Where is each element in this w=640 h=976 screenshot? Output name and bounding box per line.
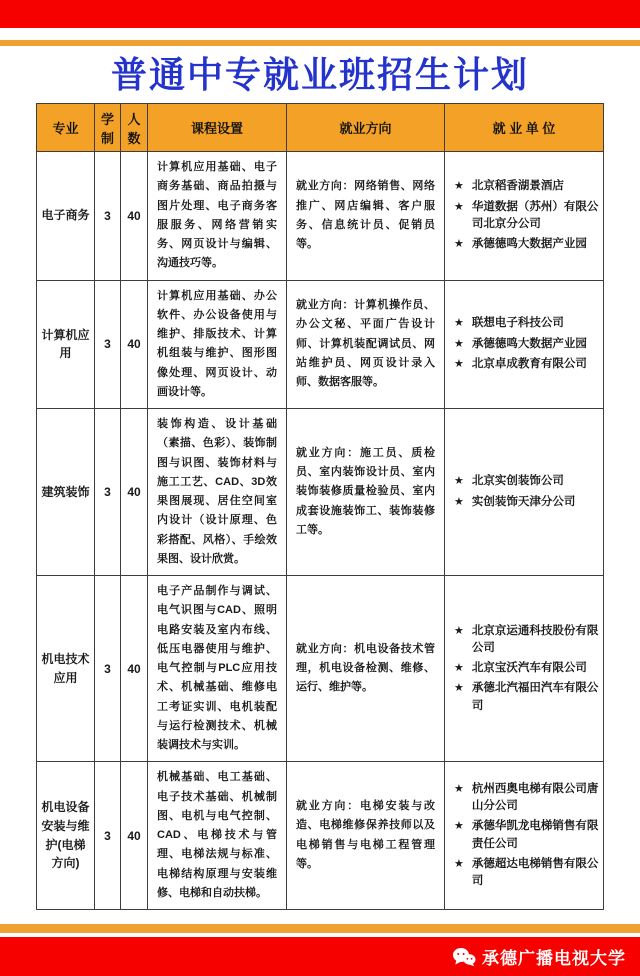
major-cell: 机电技术应用 (37, 576, 95, 762)
employer-item (454, 315, 599, 332)
star-icon: ★ (454, 200, 464, 213)
employer-item (454, 660, 599, 677)
col-header-employers: 就 业 单 位 (445, 104, 604, 152)
table-header-row (37, 104, 604, 152)
table-row (37, 152, 604, 281)
footer-brand-text: 承德广播电视大学 (482, 949, 626, 968)
star-icon: ★ (454, 475, 464, 488)
employer-name: 华道数据（苏州）有限公司北京分公司 (471, 200, 599, 230)
courses-cell: 计算机应用基础、电子商务基础、商品拍摄与图片处理、电子商务客服服务、网络营销实务、网页设计与编辑、沟通技巧等。 (148, 152, 287, 281)
star-icon: ★ (454, 782, 464, 795)
star-icon: ★ (454, 238, 464, 250)
duration-cell: 3 (95, 762, 121, 910)
employer-name: 承德德鸣大数据产业园 (471, 238, 587, 250)
footer-red-bar (0, 937, 640, 976)
direction-cell: 就业方向：电梯安装与改造、电梯维修保养技师以及电梯销售与电梯工程管理等。 (287, 762, 445, 910)
employer-item (454, 781, 599, 816)
table-row (37, 576, 604, 762)
employer-item (454, 818, 599, 853)
employer-name: 实创装饰天津分公司 (471, 495, 576, 508)
col-header-count: 人数 (121, 104, 148, 152)
courses-cell: 机械基础、电工基础、电子技术基础、机械制图、电机与电气控制、CAD、电梯技术与管理、电梯法规与标准、电梯结构原理与安装维修、电梯和自动扶梯。 (148, 762, 287, 910)
employers-cell (445, 152, 604, 281)
employer-name: 承德超达电梯销售有限公司 (471, 857, 599, 888)
count-cell: 40 (121, 576, 148, 762)
employers-cell (445, 576, 604, 762)
employer-item (454, 680, 599, 715)
count-cell: 40 (121, 762, 148, 910)
duration-cell: 3 (95, 409, 121, 576)
star-icon: ★ (454, 682, 464, 695)
count-cell: 40 (121, 280, 148, 409)
count-cell: 40 (121, 409, 148, 576)
col-header-direction: 就业方向 (287, 104, 445, 152)
table-row (37, 280, 604, 409)
star-icon: ★ (454, 624, 464, 637)
employer-name: 北京宝沃汽车有限公司 (471, 662, 587, 674)
employer-item (454, 494, 599, 511)
direction-cell: 就业方向：机电设备技术管理，机电设备检测、维修、运行、维护等。 (287, 576, 445, 762)
enrollment-plan-table (36, 103, 604, 910)
col-header-duration: 学制 (95, 104, 121, 152)
employer-item (454, 178, 599, 195)
employer-name: 承德北汽福田汽车有限公司 (471, 682, 599, 712)
employer-name: 杭州西奥电梯有限公司唐山分公司 (471, 782, 599, 813)
star-icon: ★ (454, 357, 464, 370)
top-red-bar (0, 0, 640, 28)
direction-cell: 就业方向：施工员、质检员、室内装饰设计员、室内装饰装修质量检验员、室内成套设施装饰工、装饰装修工等。 (287, 409, 445, 576)
star-icon: ★ (454, 662, 464, 674)
duration-cell: 3 (95, 280, 121, 409)
col-header-courses: 课程设置 (148, 104, 287, 152)
table-row (37, 762, 604, 910)
major-cell: 电子商务 (37, 152, 95, 281)
employer-name: 北京京运通科技股份有限公司 (471, 624, 599, 654)
employer-item (454, 356, 599, 373)
employers-cell (445, 409, 604, 576)
direction-cell: 就业方向：计算机操作员、办公文秘、平面广告设计师、计算机装配调试员、网站维护员、网页设计录入师、数据客服等。 (287, 280, 445, 409)
employer-item (454, 199, 599, 234)
employer-item (454, 236, 599, 253)
star-icon: ★ (454, 495, 464, 508)
count-cell: 40 (121, 152, 148, 281)
major-cell: 机电设备安装与维护(电梯方向) (37, 762, 95, 910)
employer-name: 北京卓成教育有限公司 (471, 357, 587, 370)
star-icon: ★ (454, 317, 464, 330)
duration-cell: 3 (95, 152, 121, 281)
employer-item (454, 336, 599, 353)
courses-cell: 装饰构造、设计基础（素描、色彩）、装饰制图与识图、装饰材料与施工工艺、CAD、3D效果图展现、居住空间室内设计（设计原理、色彩搭配、风格）、手绘效果图、设计欣赏。 (148, 409, 287, 576)
star-icon: ★ (454, 337, 464, 350)
employers-cell (445, 280, 604, 409)
star-icon: ★ (454, 820, 464, 833)
major-cell: 建筑装饰 (37, 409, 95, 576)
wechat-icon (452, 947, 476, 967)
employer-item (454, 473, 599, 490)
employer-name: 承德华凯龙电梯销售有限责任公司 (471, 820, 599, 850)
major-cell: 计算机应用 (37, 280, 95, 409)
star-icon: ★ (454, 180, 464, 193)
direction-cell: 就业方向：网络销售、网络推广、网店编辑、客户服务、信息统计员、促销员等。 (287, 152, 445, 281)
courses-cell: 计算机应用基础、办公软件、办公设备使用与维护、排版技术、计算机组装与维护、图形图像处理、网页设计、动画设计等。 (148, 280, 287, 409)
courses-cell: 电子产品制作与调试、电气识图与CAD、照明电路安装及室内布线、低压电器使用与维护、电气控制与PLC应用技术、机械基础、维修电工考证实训、电机装配与运行检测技术、机械装调技术与实训。 (148, 576, 287, 762)
bottom-orange-divider (0, 924, 640, 933)
page-title: 普通中专就业班招生计划 (110, 54, 529, 95)
employer-name: 北京稻香湖景酒店 (471, 180, 564, 193)
duration-cell: 3 (95, 576, 121, 762)
employer-name: 北京实创装饰公司 (471, 475, 564, 488)
employers-cell (445, 762, 604, 910)
col-header-major: 专业 (37, 104, 95, 152)
star-icon: ★ (454, 857, 464, 870)
table-row (37, 409, 604, 576)
employer-item (454, 623, 599, 658)
employer-name: 联想电子科技公司 (471, 317, 564, 330)
employer-name: 承德德鸣大数据产业园 (471, 337, 587, 350)
employer-item (454, 856, 599, 891)
